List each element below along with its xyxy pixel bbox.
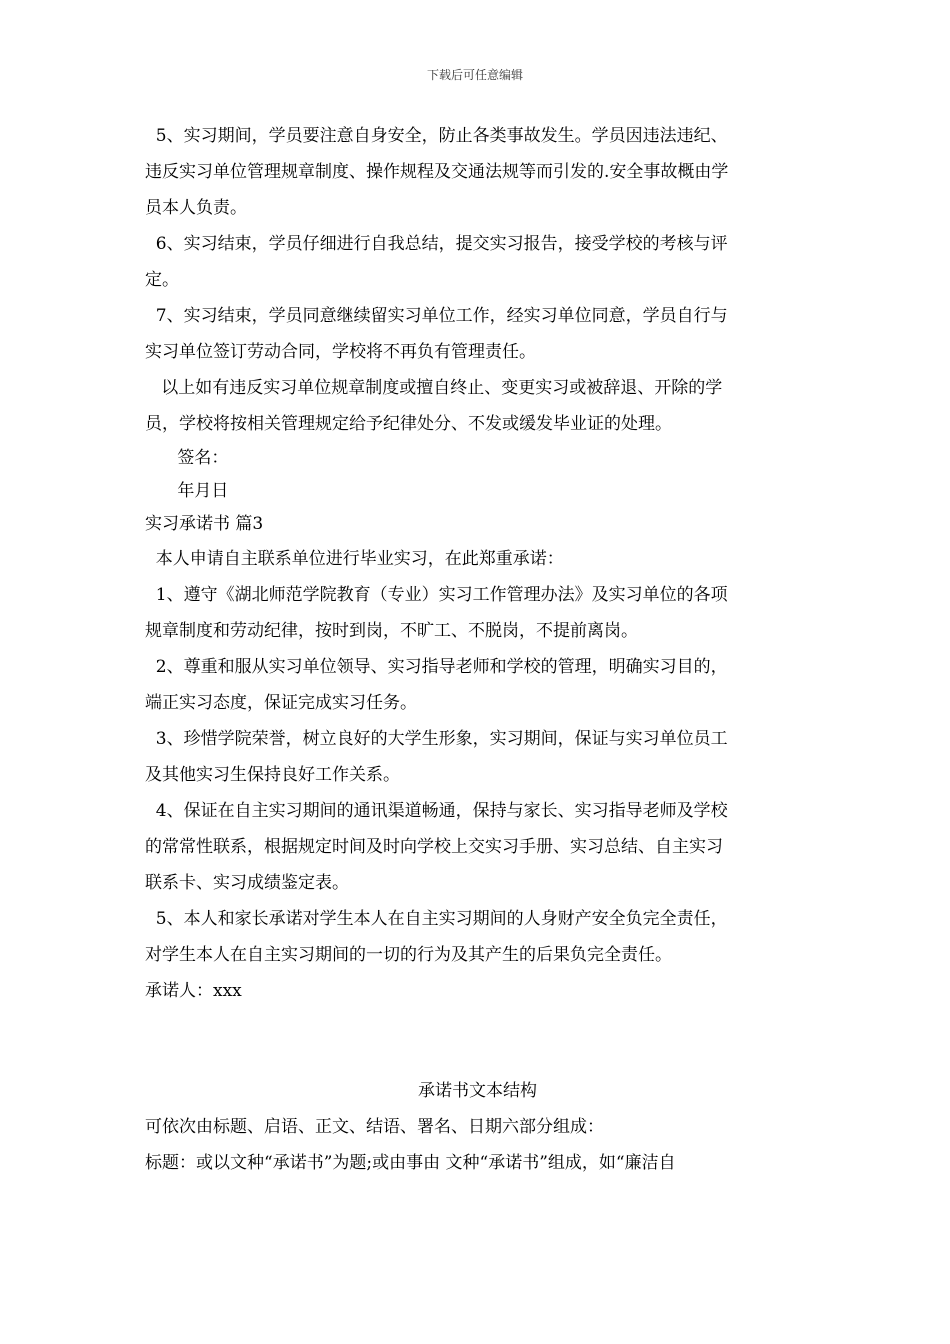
body-line: 1、遵守《湖北师范学院教育（专业）实习工作管理办法》及实习单位的各项 <box>145 585 728 605</box>
body-line: 5、实习期间，学员要注意自身安全，防止各类事故发生。学员因违法违纪、 <box>145 126 728 146</box>
body-line: 违反实习单位管理规章制度、操作规程及交通法规等而引发的.安全事故概由学 <box>145 162 729 182</box>
page-header: 下载后可任意编辑 <box>426 68 523 82</box>
body-lines <box>145 118 810 1009</box>
body-line: 的常常性联系，根据规定时间及时向学校上交实习手册、实习总结、自主实习 <box>145 837 723 857</box>
body-line: 定。 <box>145 270 179 290</box>
body-line: 联系卡、实习成绩鉴定表。 <box>145 873 349 893</box>
body-line: 7、实习结束，学员同意继续留实习单位工作，经实习单位同意，学员自行与 <box>145 306 728 326</box>
body-line: 3、珍惜学院荣誉，树立良好的大学生形象，实习期间，保证与实习单位员工 <box>145 729 728 749</box>
body-line: 签名： <box>145 448 229 468</box>
body-line: 规章制度和劳动纪律，按时到岗，不旷工、不脱岗，不提前离岗。 <box>145 621 638 641</box>
body-line: 对学生本人在自主实习期间的一切的行为及其产生的后果负完全责任。 <box>145 945 672 965</box>
body-line: 2、尊重和服从实习单位领导、实习指导老师和学校的管理，明确实习目的， <box>145 657 728 677</box>
section-line: 标题：或以文种“承诺书”为题;或由事由 文种“承诺书”组成，如“廉洁自 <box>145 1153 676 1173</box>
body-line: 4、保证在自主实习期间的通讯渠道畅通，保持与家长、实习指导老师及学校 <box>145 801 728 821</box>
body-line: 实习承诺书 篇3 <box>145 514 264 534</box>
body-line: 年月日 <box>145 481 229 501</box>
body-line: 本人申请自主联系单位进行毕业实习，在此郑重承诺： <box>145 549 564 569</box>
section-line: 可依次由标题、启语、正文、结语、署名、日期六部分组成： <box>145 1117 604 1137</box>
body-line: 员本人负责。 <box>145 198 247 218</box>
body-line: 5、本人和家长承诺对学生本人在自主实习期间的人身财产安全负完全责任， <box>145 909 728 929</box>
body-line: 员，学校将按相关管理规定给予纪律处分、不发或缓发毕业证的处理。 <box>145 414 672 434</box>
body-line: 以上如有违反实习单位规章制度或擅自终止、变更实习或被辞退、开除的学 <box>145 378 723 398</box>
body-line: 端正实习态度，保证完成实习任务。 <box>145 693 417 713</box>
section-spacer <box>145 1009 810 1073</box>
document-body <box>145 118 810 1181</box>
body-line: 实习单位签订劳动合同，学校将不再负有管理责任。 <box>145 342 536 362</box>
body-line: 承诺人：xxx <box>145 981 242 1001</box>
body-line: 及其他实习生保持良好工作关系。 <box>145 765 400 785</box>
section-title: 承诺书文本结构 <box>418 1081 537 1101</box>
body-line: 6、实习结束，学员仔细进行自我总结，提交实习报告，接受学校的考核与评 <box>145 234 728 254</box>
